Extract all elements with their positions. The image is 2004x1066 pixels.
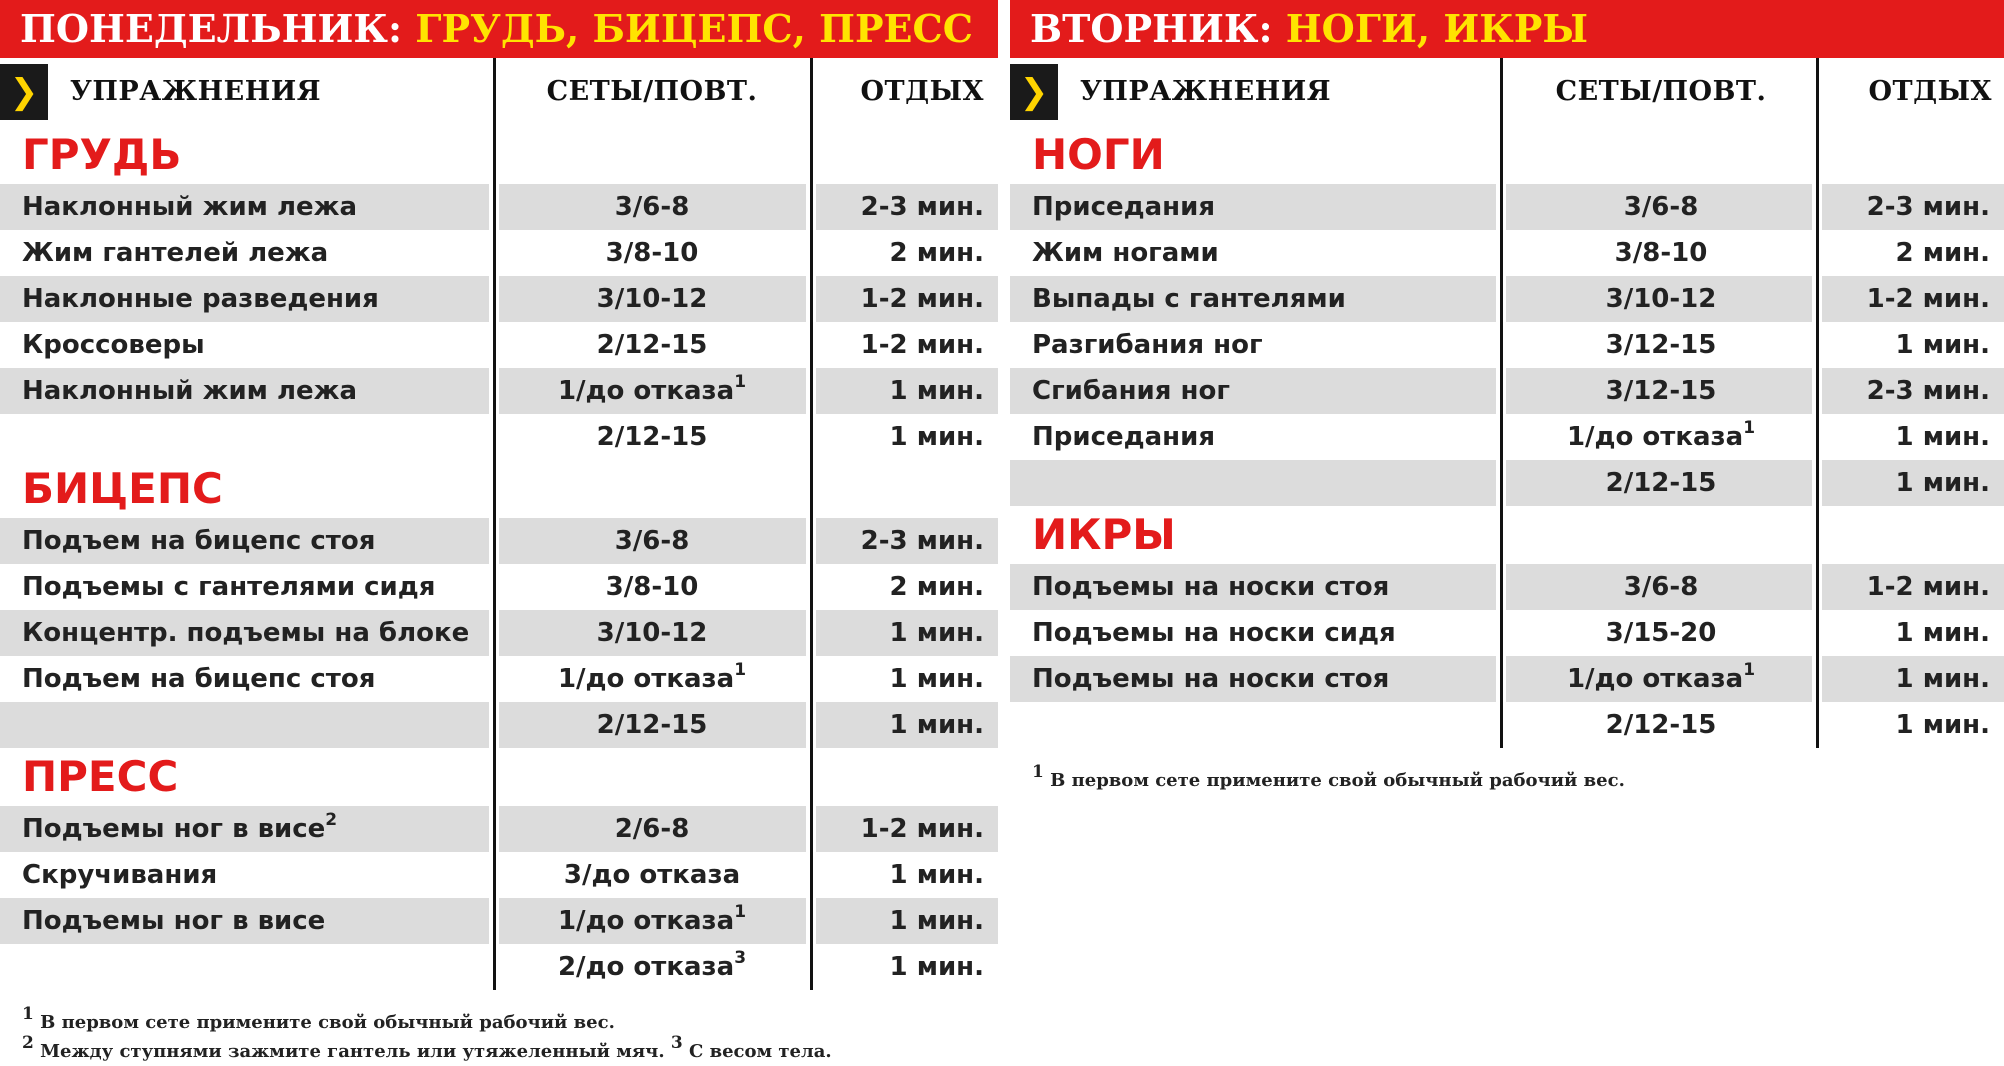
sets-reps xyxy=(496,610,808,656)
rest-time: 2-3 мин. xyxy=(860,192,984,222)
header-rest: ОТДЫХ xyxy=(1868,76,1992,107)
sets-text: 3/6-8 xyxy=(614,526,690,556)
exercise-text: Концентр. подъемы на блоке xyxy=(22,618,470,648)
table-row xyxy=(0,610,998,656)
footnote-mark: 2 xyxy=(22,1033,34,1053)
table-row xyxy=(0,276,998,322)
sets-reps xyxy=(1504,702,1818,748)
exercise-name xyxy=(0,368,492,414)
exercise-name xyxy=(0,184,492,230)
rest-time: 1 мин. xyxy=(1895,618,1990,648)
rest-time: 1-2 мин. xyxy=(860,284,984,314)
exercise-name xyxy=(0,852,492,898)
exercise-text: Подъемы ног в висе xyxy=(22,906,326,936)
table-row xyxy=(0,898,998,944)
table-row xyxy=(0,656,998,702)
muscle-groups-label: ГРУДЬ, БИЦЕПС, ПРЕСС xyxy=(415,6,974,51)
rest-time: 1 мин. xyxy=(1895,422,1990,452)
sets-reps xyxy=(1504,414,1818,460)
exercise-name xyxy=(1010,368,1502,414)
exercise-name xyxy=(0,518,492,564)
table-row xyxy=(0,806,998,852)
rest-time: 2 мин. xyxy=(889,238,984,268)
footnote-mark: 1 xyxy=(1743,660,1756,681)
exercise-name xyxy=(0,414,492,460)
table-row xyxy=(1010,564,2004,610)
sets-text: 3/12-15 xyxy=(1605,376,1717,406)
header-sets: СЕТЫ/ПОВТ. xyxy=(1555,76,1767,107)
table-row xyxy=(0,230,998,276)
table-row xyxy=(1010,184,2004,230)
table-row xyxy=(1010,656,2004,702)
sets-text: 1/до отказа xyxy=(557,664,735,694)
monday-table xyxy=(0,58,998,990)
rest-time: 2-3 мин. xyxy=(860,526,984,556)
sets-reps xyxy=(1504,460,1818,506)
exercise-name xyxy=(1010,702,1502,748)
exercise-name xyxy=(0,610,492,656)
rest-time: 1-2 мин. xyxy=(860,330,984,360)
column-divider xyxy=(1500,58,1503,748)
table-row xyxy=(1010,276,2004,322)
table-row xyxy=(0,322,998,368)
sets-reps xyxy=(1504,276,1818,322)
sets-reps xyxy=(496,518,808,564)
exercise-name xyxy=(0,230,492,276)
exercise-text: Скручивания xyxy=(22,860,218,890)
chevron-right-icon: ❯ xyxy=(0,64,48,120)
sets-reps xyxy=(496,898,808,944)
sets-text: 1/до отказа xyxy=(1566,422,1744,452)
tuesday-table xyxy=(1010,58,2004,748)
exercise-text: Наклонные разведения xyxy=(22,284,379,314)
section-title: ГРУДЬ xyxy=(22,130,182,179)
sets-reps xyxy=(496,944,808,990)
footnote-mark: 1 xyxy=(1743,418,1756,439)
table-header xyxy=(0,58,998,126)
sets-reps xyxy=(496,656,808,702)
rest-time: 2-3 мин. xyxy=(1866,192,1990,222)
footnote-mark: 1 xyxy=(1032,762,1044,782)
column-divider xyxy=(1816,58,1819,748)
rest-time: 1 мин. xyxy=(1895,710,1990,740)
sets-reps xyxy=(496,184,808,230)
sets-text: 3/6-8 xyxy=(1623,192,1699,222)
exercise-name xyxy=(0,322,492,368)
table-row xyxy=(0,564,998,610)
sets-text: 3/8-10 xyxy=(605,238,699,268)
rest-time: 1 мин. xyxy=(1895,330,1990,360)
header-exercises: УПРАЖНЕНИЯ xyxy=(1080,76,1332,107)
table-row xyxy=(0,852,998,898)
exercise-text: Подъем на бицепс стоя xyxy=(22,664,376,694)
sets-reps xyxy=(496,276,808,322)
section-title: ПРЕСС xyxy=(22,752,179,801)
day-label: ПОНЕДЕЛЬНИК: xyxy=(20,6,402,51)
footnote-text: В первом сете примените свой обычный рабочий вес. xyxy=(1043,770,1625,791)
exercise-text: Подъемы на носки стоя xyxy=(1032,572,1390,602)
header-sets: СЕТЫ/ПОВТ. xyxy=(546,76,758,107)
table-body xyxy=(0,126,998,990)
sets-text: 1/до отказа xyxy=(557,376,735,406)
exercise-text: Подъемы на носки сидя xyxy=(1032,618,1396,648)
footnote-text: Между ступнями зажмите гантель или утяжеленный мяч. xyxy=(33,1041,671,1062)
sets-reps xyxy=(1504,230,1818,276)
table-row xyxy=(1010,230,2004,276)
header-rest: ОТДЫХ xyxy=(860,76,984,107)
exercise-text: Жим гантелей лежа xyxy=(22,238,329,268)
rest-time: 1-2 мин. xyxy=(860,814,984,844)
exercise-text: Подъемы на носки стоя xyxy=(1032,664,1390,694)
exercise-name xyxy=(0,276,492,322)
exercise-name xyxy=(1010,276,1502,322)
tuesday-panel xyxy=(1010,0,2004,795)
rest-time: 1 мин. xyxy=(889,618,984,648)
exercise-name xyxy=(1010,184,1502,230)
table-header xyxy=(1010,58,2004,126)
sets-text: 2/12-15 xyxy=(1605,468,1717,498)
sets-reps xyxy=(496,414,808,460)
sets-text: 1/до отказа xyxy=(557,906,735,936)
table-row xyxy=(1010,368,2004,414)
exercise-text: Выпады с гантелями xyxy=(1032,284,1346,314)
sets-text: 3/6-8 xyxy=(614,192,690,222)
sets-text: 3/10-12 xyxy=(1605,284,1717,314)
rest-time: 1 мин. xyxy=(1895,664,1990,694)
table-row xyxy=(1010,322,2004,368)
section-title: НОГИ xyxy=(1032,130,1165,179)
sets-reps xyxy=(1504,368,1818,414)
footnote-line xyxy=(0,1004,998,1037)
rest-time: 1 мин. xyxy=(889,906,984,936)
rest-time: 1 мин. xyxy=(889,860,984,890)
chevron-right-icon: ❯ xyxy=(1010,64,1058,120)
footnote-line xyxy=(1010,762,2004,795)
table-row xyxy=(0,944,998,990)
exercise-name xyxy=(1010,460,1502,506)
table-row xyxy=(1010,414,2004,460)
footnote-mark: 2 xyxy=(325,810,338,831)
tuesday-title-bar xyxy=(1010,0,2004,58)
muscle-groups-label: НОГИ, ИКРЫ xyxy=(1285,6,1589,51)
rest-time: 1 мин. xyxy=(1895,468,1990,498)
exercise-text: Подъемы ног в висе xyxy=(22,814,326,844)
sets-reps xyxy=(1504,184,1818,230)
table-row xyxy=(0,414,998,460)
sets-reps xyxy=(496,564,808,610)
exercise-name xyxy=(1010,564,1502,610)
footnotes xyxy=(0,1004,998,1066)
exercise-name xyxy=(1010,610,1502,656)
footnote-mark: 3 xyxy=(734,948,747,969)
footnote-mark: 1 xyxy=(734,372,747,393)
exercise-text: Подъем на бицепс стоя xyxy=(22,526,376,556)
sets-text: 3/12-15 xyxy=(1605,330,1717,360)
exercise-name xyxy=(0,564,492,610)
sets-text: 3/8-10 xyxy=(1614,238,1708,268)
sets-reps xyxy=(496,322,808,368)
sets-text: 3/10-12 xyxy=(596,618,708,648)
sets-reps xyxy=(1504,322,1818,368)
sets-reps xyxy=(496,702,808,748)
footnote-mark: 1 xyxy=(734,902,747,923)
exercise-name xyxy=(0,944,492,990)
rest-time: 1 мин. xyxy=(889,422,984,452)
rest-time: 2 мин. xyxy=(889,572,984,602)
exercise-text: Сгибания ног xyxy=(1032,376,1230,406)
rest-time: 2-3 мин. xyxy=(1866,376,1990,406)
sets-text: 3/15-20 xyxy=(1605,618,1717,648)
section-title: ИКРЫ xyxy=(1032,510,1176,559)
column-divider xyxy=(810,58,813,990)
sets-text: 2/12-15 xyxy=(596,422,708,452)
rest-time: 1 мин. xyxy=(889,664,984,694)
sets-reps xyxy=(496,852,808,898)
sets-text: 3/до отказа xyxy=(563,860,741,890)
exercise-name xyxy=(0,656,492,702)
sets-reps xyxy=(496,368,808,414)
sets-text: 2/12-15 xyxy=(596,330,708,360)
table-row xyxy=(0,184,998,230)
monday-panel xyxy=(0,0,998,1066)
rest-time: 1 мин. xyxy=(889,376,984,406)
exercise-text: Наклонный жим лежа xyxy=(22,376,358,406)
exercise-name xyxy=(0,702,492,748)
sets-reps xyxy=(496,806,808,852)
rest-time: 1 мин. xyxy=(889,952,984,982)
sets-text: 2/12-15 xyxy=(1605,710,1717,740)
table-row xyxy=(0,368,998,414)
exercise-name xyxy=(0,806,492,852)
rest-time: 2 мин. xyxy=(1895,238,1990,268)
column-divider xyxy=(493,58,496,990)
exercise-name xyxy=(1010,656,1502,702)
table-row xyxy=(0,702,998,748)
rest-time: 1-2 мин. xyxy=(1866,284,1990,314)
sets-reps xyxy=(1504,564,1818,610)
footnote-text: В первом сете примените свой обычный рабочий вес. xyxy=(33,1012,615,1033)
sets-text: 2/6-8 xyxy=(614,814,690,844)
exercise-text: Жим ногами xyxy=(1032,238,1219,268)
exercise-name xyxy=(1010,230,1502,276)
sets-text: 3/10-12 xyxy=(596,284,708,314)
table-row xyxy=(0,518,998,564)
sets-text: 3/8-10 xyxy=(605,572,699,602)
exercise-text: Приседания xyxy=(1032,422,1216,452)
footnote-line xyxy=(0,1033,998,1066)
exercise-name xyxy=(0,898,492,944)
sets-text: 2/до отказа xyxy=(557,952,735,982)
table-row xyxy=(1010,610,2004,656)
table-body xyxy=(1010,126,2004,748)
sets-text: 3/6-8 xyxy=(1623,572,1699,602)
footnote-mark: 3 xyxy=(670,1033,683,1053)
header-exercises: УПРАЖНЕНИЯ xyxy=(70,76,322,107)
exercise-text: Кроссоверы xyxy=(22,330,205,360)
exercise-name xyxy=(1010,322,1502,368)
footnote-text: С весом тела. xyxy=(682,1041,832,1062)
exercise-text: Приседания xyxy=(1032,192,1216,222)
day-label: ВТОРНИК: xyxy=(1030,6,1273,51)
exercise-text: Подъемы с гантелями сидя xyxy=(22,572,436,602)
footnote-mark: 1 xyxy=(22,1004,34,1024)
exercise-name xyxy=(1010,414,1502,460)
exercise-text: Разгибания ног xyxy=(1032,330,1263,360)
sets-reps xyxy=(496,230,808,276)
footnote-mark: 1 xyxy=(734,660,747,681)
sets-text: 2/12-15 xyxy=(596,710,708,740)
footnotes xyxy=(1010,762,2004,795)
rest-time: 1 мин. xyxy=(889,710,984,740)
sets-text: 1/до отказа xyxy=(1566,664,1744,694)
section-title: БИЦЕПС xyxy=(22,464,223,513)
exercise-text: Наклонный жим лежа xyxy=(22,192,358,222)
monday-title-bar xyxy=(0,0,998,58)
rest-time: 1-2 мин. xyxy=(1866,572,1990,602)
sets-reps xyxy=(1504,610,1818,656)
table-row xyxy=(1010,460,2004,506)
table-row xyxy=(1010,702,2004,748)
sets-reps xyxy=(1504,656,1818,702)
